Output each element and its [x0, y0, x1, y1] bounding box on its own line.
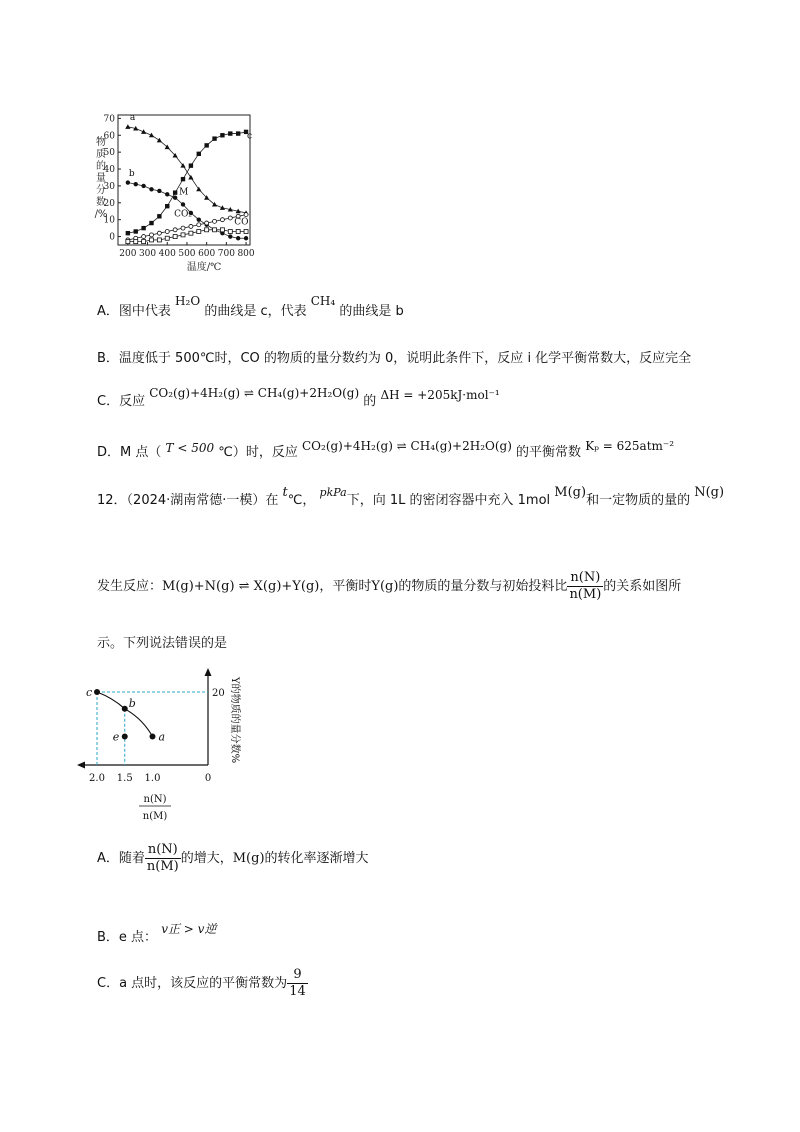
series-line-a	[128, 127, 246, 213]
marker-c	[197, 152, 201, 156]
formula-ch4: CH₄	[310, 294, 336, 308]
marker-CO2	[213, 219, 217, 223]
species-m-a: M(g)	[232, 851, 265, 866]
marker-b	[197, 217, 201, 221]
marker-c	[204, 143, 208, 147]
marker-c	[228, 131, 232, 135]
q11-option-d	[97, 439, 675, 462]
marker-c	[134, 229, 138, 233]
x-tick-label: 0	[204, 773, 212, 784]
x-axis-label: 温度/℃	[186, 262, 222, 273]
marker-CO2	[181, 226, 185, 230]
marker-c	[236, 131, 240, 135]
q11-d-text-mid2: 的平衡常数	[516, 445, 582, 460]
marker-CO	[228, 229, 232, 233]
series-label-a: a	[129, 113, 136, 124]
marker-CO	[244, 229, 248, 233]
reaction-equation-3: M(g)+N(g) ⇌ X(g)+Y(g)	[162, 579, 320, 594]
marker-CO	[220, 228, 224, 232]
y-axis-label: Y的物质的量分数%	[229, 677, 240, 764]
q11-d-text-mid1: ℃）时，反应	[218, 445, 298, 460]
ratio-den: n(M)	[569, 587, 602, 602]
marker-CO2	[157, 231, 161, 235]
temperature-condition: T < 500	[165, 441, 215, 455]
q12-a-post: 的转化率逐渐增大	[264, 851, 369, 866]
x-tick-label: 300	[138, 249, 157, 259]
q12-line2-post: 的关系如图所	[603, 579, 682, 594]
ratio-num: n(N)	[567, 570, 603, 587]
enthalpy-value: ΔH = +205kJ·mol⁻¹	[380, 388, 500, 402]
marker-b	[134, 182, 138, 186]
x-tick-label: 700	[217, 249, 235, 259]
marker-b	[244, 236, 248, 240]
chart-temperature-mole-fraction	[94, 105, 270, 280]
q12-stem-line1	[97, 485, 725, 510]
marker-b	[141, 184, 145, 188]
y-axis-label-char: /%	[94, 209, 108, 220]
marker-CO	[173, 235, 177, 239]
y-axis-label-char: 数	[96, 197, 106, 208]
y-tick-label: 50	[103, 148, 115, 159]
series-label-b: b	[128, 168, 135, 179]
y-axis-label-char: 质	[96, 149, 106, 160]
q12-line2-mid: ，平衡时	[319, 579, 372, 594]
marker-CO	[197, 229, 201, 233]
marker-a	[220, 205, 225, 210]
y-tick-label: 0	[109, 232, 115, 243]
y-tick-label: 70	[103, 114, 115, 125]
species-m: M(g)	[554, 485, 587, 500]
q11-b-text: B．温度低于 500℃时，CO 的物质的量分数约为 0，说明此条件下，反应 i 化学平衡常数大，反应完全	[97, 351, 692, 366]
series-label-co: CO	[234, 217, 249, 228]
marker-c	[181, 177, 185, 181]
marker-a	[141, 129, 146, 134]
ratio-fraction-a	[145, 842, 181, 875]
species-y: Y(g)	[371, 579, 399, 594]
marker-c	[149, 221, 153, 225]
marker-c	[189, 163, 193, 167]
reaction-equation-2: CO₂(g)+4H₂(g) ⇌ CH₄(g)+2H₂O(g)	[301, 439, 512, 453]
marker-CO2	[205, 221, 209, 225]
q12-line2-pre: 发生反应：	[97, 579, 163, 594]
y-tick-label: 20	[103, 198, 115, 209]
marker-b	[149, 187, 153, 191]
ratio-den-a: n(M)	[146, 859, 179, 874]
x-label-num: n(N)	[143, 794, 167, 805]
q12-text-3: 和一定物质的量的	[586, 493, 691, 508]
q11-option-a	[97, 294, 404, 321]
q12-text-1: ℃，	[287, 493, 316, 508]
marker-a	[125, 124, 130, 129]
marker-CO	[126, 240, 130, 244]
marker-CO	[213, 228, 217, 232]
marker-CO2	[189, 224, 193, 228]
x-tick-label: 800	[237, 249, 255, 259]
q11-c-text-mid: 的	[363, 394, 377, 409]
ratio-num-a: n(N)	[145, 842, 181, 859]
point-label-c: c	[86, 686, 93, 699]
marker-b	[236, 236, 240, 240]
marker-b	[228, 234, 232, 238]
chart2-svg	[75, 665, 255, 835]
marker-CO	[236, 229, 240, 233]
marker-a	[196, 187, 201, 192]
marker-b	[126, 180, 130, 184]
point-e	[122, 734, 128, 740]
chart-ratio-y-fraction	[75, 665, 255, 835]
q12-option-a	[97, 842, 369, 875]
y-axis-label-char: 量	[96, 173, 106, 184]
x-tick-label: 2.0	[89, 773, 105, 784]
marker-c	[173, 190, 177, 194]
k-den: 14	[289, 984, 306, 999]
q12-option-c	[97, 967, 308, 1000]
var-t: t	[282, 485, 288, 500]
species-n: N(g)	[694, 485, 725, 500]
y-axis-label-char: 的	[96, 161, 106, 172]
point-label-b: b	[128, 696, 136, 710]
marker-c	[157, 214, 161, 218]
q11-a-text-mid: 的曲线是 c，代表	[204, 304, 307, 319]
point-b	[122, 706, 128, 712]
x-axis-arrow	[77, 762, 85, 769]
y-axis-label-char: 物	[96, 137, 106, 148]
marker-c	[165, 204, 169, 208]
point-label-e: e	[112, 730, 120, 744]
q12-a-mid: 的增大，	[180, 851, 233, 866]
q11-option-b	[97, 350, 691, 368]
q12-b-pre: B．e 点：	[97, 930, 158, 945]
marker-CO	[134, 240, 138, 244]
question-source: （2024·湖南常德·一模）在	[126, 493, 279, 508]
marker-CO2	[197, 223, 201, 227]
marker-CO2	[142, 235, 146, 239]
rate-comparison: v正 > v逆	[161, 922, 217, 936]
formula-h2o: H₂O	[175, 294, 201, 308]
x-tick-label: 1.0	[144, 773, 161, 784]
x-tick-label: 400	[158, 249, 176, 259]
y-tick-label: 30	[103, 181, 115, 192]
k-fraction	[287, 967, 308, 1000]
marker-CO2	[165, 229, 169, 233]
q11-a-text-pre: A．图中代表	[97, 304, 171, 319]
point-label-m: M	[179, 187, 189, 198]
reaction-equation-1: CO₂(g)+4H₂(g) ⇌ CH₄(g)+2H₂O(g)	[149, 386, 360, 400]
marker-CO	[181, 233, 185, 237]
q12-line2-mid2: 的物质的量分数与初始投料比	[398, 579, 568, 594]
marker-CO2	[149, 233, 153, 237]
q12-line3-text: 示。下列说法错误的是	[97, 636, 228, 651]
marker-CO	[165, 236, 169, 240]
marker-CO	[149, 238, 153, 242]
q12-stem-line2	[97, 570, 681, 603]
marker-c	[220, 133, 224, 137]
marker-CO	[205, 228, 209, 232]
kp-value: Kₚ = 625atm⁻²	[585, 439, 675, 453]
q12-a-pre: A．随着	[97, 851, 145, 866]
question-number: 12．	[97, 493, 127, 508]
var-pressure: pkPa	[319, 486, 347, 499]
marker-c	[126, 231, 130, 235]
point-label-a: a	[158, 730, 166, 744]
marker-a	[188, 175, 193, 180]
q12-text-2: 下，向 1L 的密闭容器中充入 1mol	[346, 493, 551, 508]
k-num: 9	[287, 967, 308, 984]
series-label-co2: CO₂	[174, 209, 193, 220]
marker-CO	[142, 240, 146, 244]
marker-c	[212, 136, 216, 140]
q11-d-text-pre: D．M 点（	[97, 445, 162, 460]
marker-CO2	[173, 228, 177, 232]
y-tick-label: 40	[103, 165, 115, 176]
q11-option-c	[97, 386, 500, 411]
y-tick-label: 60	[103, 131, 115, 142]
chart1-svg	[94, 105, 270, 280]
y-value-20: 20	[212, 688, 225, 699]
x-tick-label: 200	[119, 249, 137, 259]
y-axis-label-char: 分	[96, 185, 106, 196]
marker-CO2	[244, 213, 248, 217]
marker-b	[173, 196, 177, 200]
marker-CO2	[220, 218, 224, 222]
q12-c-pre: C．a 点时，该反应的平衡常数为	[97, 976, 288, 991]
x-tick-label: 1.5	[116, 773, 133, 784]
x-tick-label: 500	[178, 249, 196, 259]
marker-CO2	[228, 216, 232, 220]
y-axis-arrow	[205, 668, 212, 676]
y-tick-label: 10	[103, 215, 115, 226]
point-a	[150, 734, 156, 740]
marker-a	[157, 138, 162, 143]
x-label-den: n(M)	[142, 811, 168, 822]
marker-b	[157, 189, 161, 193]
marker-a	[149, 133, 154, 138]
q11-c-text-pre: C．反应	[97, 394, 146, 409]
marker-b	[165, 192, 169, 196]
marker-CO	[189, 231, 193, 235]
marker-c	[141, 226, 145, 230]
q11-a-text-post: 的曲线是 b	[339, 304, 404, 319]
x-tick-label: 600	[198, 249, 216, 259]
q12-option-b	[97, 922, 217, 947]
series-label-c: c	[247, 131, 253, 142]
point-c	[94, 689, 100, 695]
marker-CO	[157, 238, 161, 242]
q12-stem-line3	[97, 635, 227, 653]
ratio-fraction	[567, 570, 603, 603]
marker-b	[181, 202, 185, 206]
